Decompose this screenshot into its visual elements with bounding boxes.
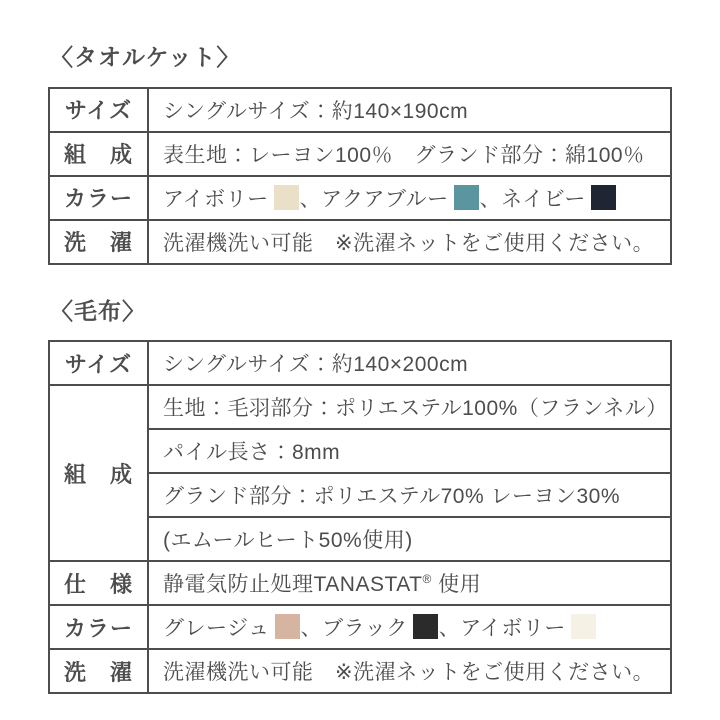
color-name-aqua-blue: 、アクアブルー [299, 187, 449, 211]
towel-washing-label: 洗 濯 [49, 220, 148, 264]
blanket-color-label: カラー [49, 605, 148, 649]
towel-composition-value: 表生地：レーヨン100％ グランド部分：綿100％ [148, 132, 671, 176]
table-row [49, 220, 671, 264]
blanket-composition-line-3: グランド部分：ポリエステル70% レーヨン30% [148, 473, 671, 517]
blanket-composition-line-4: (エムールヒート50%使用) [148, 517, 671, 561]
spec-text: 静電気防止処理TANASTAT [163, 573, 423, 597]
table-row [49, 176, 671, 220]
towel-section-heading: 〈タオルケット〉 [50, 44, 241, 70]
table-row [49, 605, 671, 649]
towel-washing-value: 洗濯機洗い可能 ※洗濯ネットをご使用ください。 [148, 220, 671, 264]
blanket-size-label: サイズ [49, 341, 148, 385]
table-row [49, 385, 671, 429]
blanket-spec-table [48, 340, 672, 694]
color-name-navy: 、ネイビー [479, 187, 586, 211]
color-name-greige: グレージュ [163, 617, 270, 641]
blanket-color-value [148, 605, 671, 649]
towel-spec-table [48, 87, 672, 265]
blanket-composition-line-1: 生地：毛羽部分：ポリエステル100%（フランネル） [148, 385, 671, 429]
color-name-ivory: 、アイボリー [438, 617, 566, 641]
table-row [49, 649, 671, 693]
towel-size-value: シングルサイズ：約140×190cm [148, 88, 671, 132]
blanket-composition-label: 組 成 [49, 385, 148, 561]
towel-color-value [148, 176, 671, 220]
color-swatch-navy [591, 185, 616, 210]
table-row [49, 561, 671, 605]
registered-trademark-symbol: ® [422, 572, 432, 587]
color-swatch-black [413, 614, 438, 639]
color-swatch-ivory [274, 185, 299, 210]
blanket-washing-label: 洗 濯 [49, 649, 148, 693]
blanket-section-heading: 〈毛布〉 [50, 297, 146, 324]
blanket-spec-value [148, 561, 671, 605]
towel-color-label: カラー [49, 176, 148, 220]
table-row [49, 341, 671, 385]
table-row [49, 132, 671, 176]
towel-composition-label: 組 成 [49, 132, 148, 176]
blanket-composition-line-2: パイル長さ：8mm [148, 429, 671, 473]
color-name-black: 、ブラック [300, 617, 408, 641]
towel-size-label: サイズ [49, 88, 148, 132]
blanket-spec-label: 仕 様 [49, 561, 148, 605]
color-swatch-greige [275, 614, 300, 639]
color-swatch-ivory [571, 614, 596, 639]
spec-text-tail: 使用 [431, 573, 482, 597]
color-name-ivory: アイボリー [163, 187, 269, 211]
blanket-washing-value: 洗濯機洗い可能 ※洗濯ネットをご使用ください。 [148, 649, 671, 693]
color-swatch-aqua-blue [454, 185, 479, 210]
table-row [49, 88, 671, 132]
blanket-size-value: シングルサイズ：約140×200cm [148, 341, 671, 385]
